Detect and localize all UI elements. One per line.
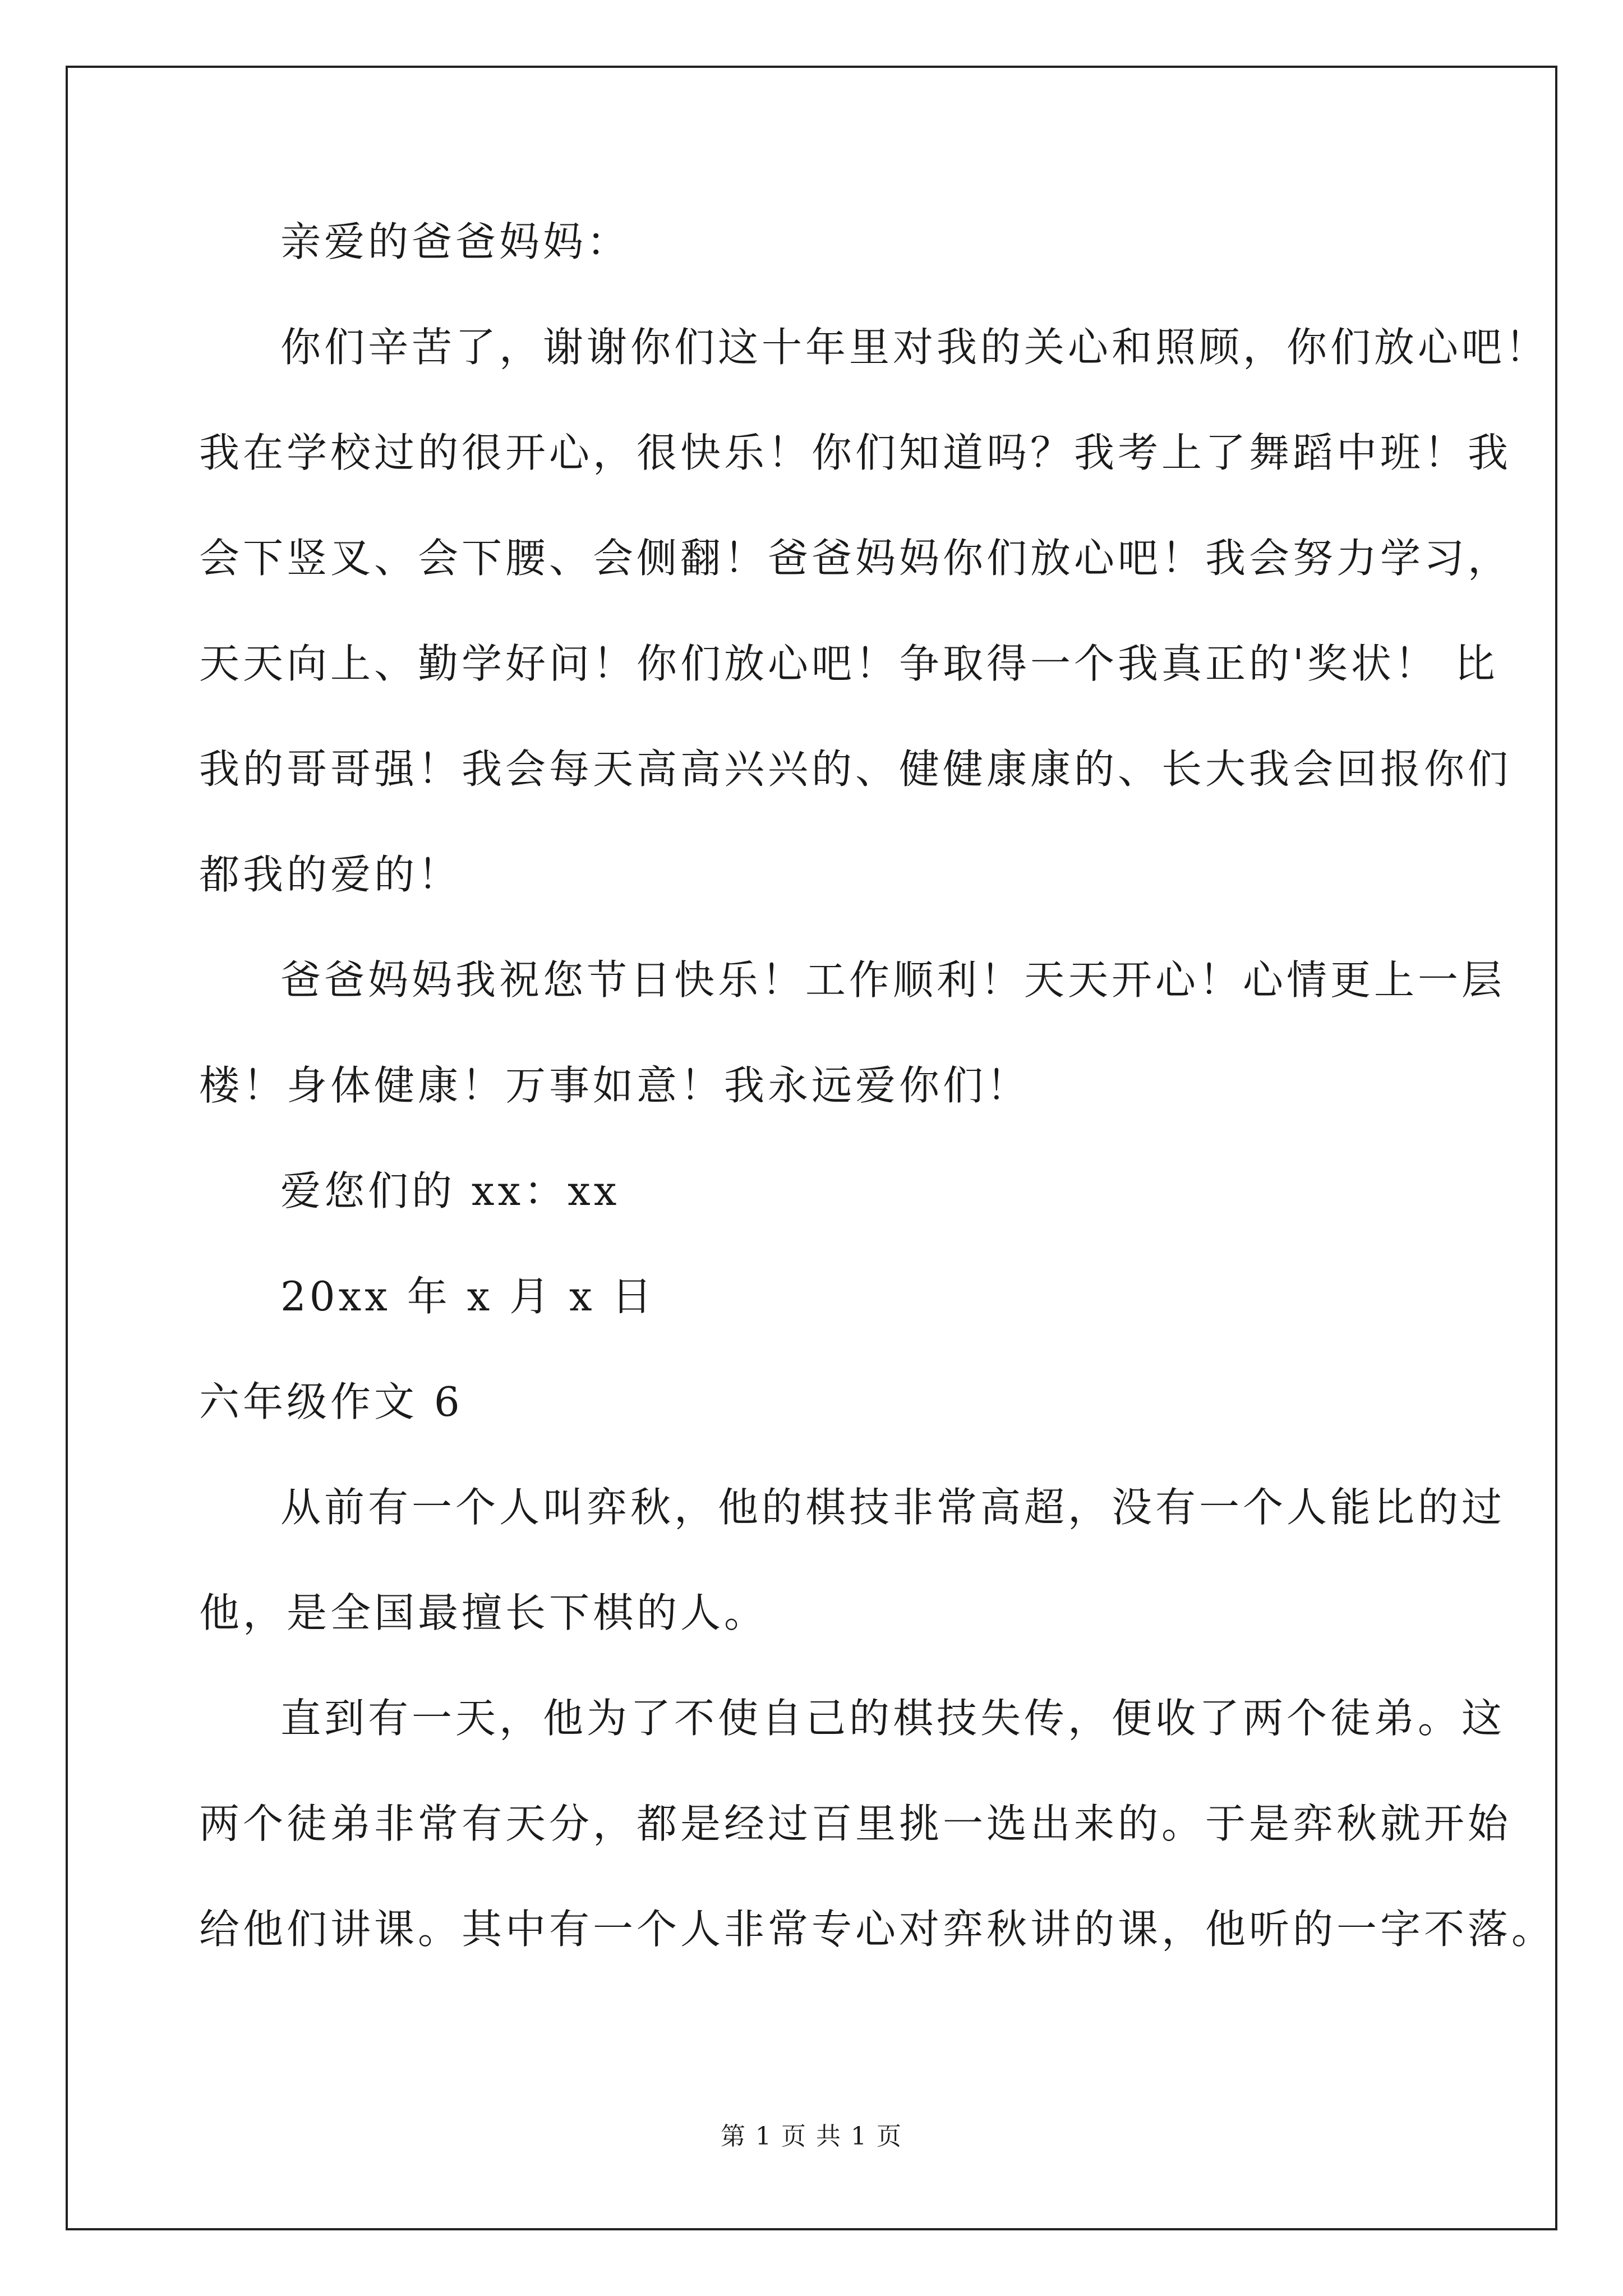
paragraph-line: 天天向上、勤学好问！你们放心吧！争取得一个我真正的'奖状！ 比 <box>199 640 1498 687</box>
paragraph-line: 直到有一天，他为了不使自己的棋技失传，便收了两个徒弟。这 <box>280 1695 1506 1742</box>
document-body <box>199 218 1556 2014</box>
paragraph-line: 爸爸妈妈我祝您节日快乐！工作顺利！天天开心！心情更上一层 <box>280 956 1506 1004</box>
paragraph-line: 给他们讲课。其中有一个人非常专心对弈秋讲的课，他听的一字不落。 <box>199 1906 1556 1953</box>
date-line: 20xx 年 x 月 x 日 <box>280 1273 656 1320</box>
paragraph-line: 都我的爱的！ <box>199 851 462 898</box>
paragraph-line: 楼！身体健康！万事如意！我永远爱你们！ <box>199 1062 1031 1109</box>
paragraph-line: 两个徒弟非常有天分，都是经过百里挑一选出来的。于是弈秋就开始 <box>199 1800 1512 1847</box>
paragraph-line: 我的哥哥强！我会每天高高兴兴的、健健康康的、长大我会回报你们 <box>199 746 1512 793</box>
signature-line: 爱您们的 xx：xx <box>280 1167 620 1214</box>
paragraph-line: 他，是全国最擅长下棋的人。 <box>199 1589 768 1636</box>
paragraph-line: 会下竖叉、会下腰、会侧翻！爸爸妈妈你们放心吧！我会努力学习， <box>199 535 1512 582</box>
paragraph-line: 从前有一个人叫弈秋，他的棋技非常高超，没有一个人能比的过 <box>280 1484 1506 1531</box>
paragraph-line: 你们辛苦了，谢谢你们这十年里对我的关心和照顾，你们放心吧！ <box>280 324 1550 371</box>
essay-title: 六年级作文 6 <box>199 1378 463 1425</box>
salutation: 亲爱的爸爸妈妈： <box>280 218 631 265</box>
paragraph-line: 我在学校过的很开心，很快乐！你们知道吗？我考上了舞蹈中班！我 <box>199 429 1512 476</box>
page-footer: 第 1 页 共 1 页 <box>721 2122 902 2151</box>
